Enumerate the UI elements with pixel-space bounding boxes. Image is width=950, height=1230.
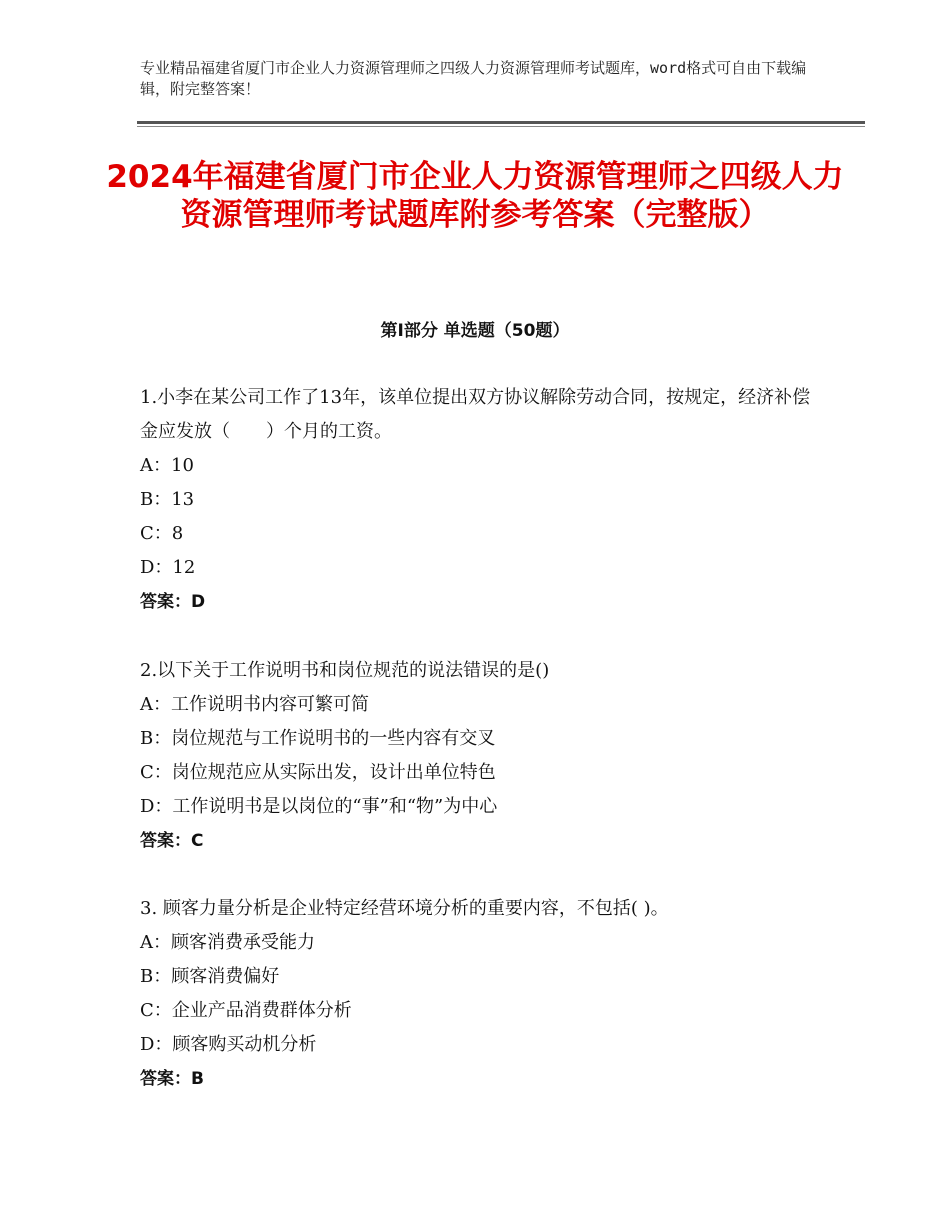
header-note: 专业精品福建省厦门市企业人力资源管理师之四级人力资源管理师考试题库，word格式可自由下载编辑，附完整答案！ xyxy=(140,59,807,98)
question-stem: 1.小李在某公司工作了13年，该单位提出双方协议解除劳动合同，按规定，经济补偿金应发放（ ）个月的工资。 xyxy=(140,387,811,442)
option-c: C：岗位规范应从实际出发，设计出单位特色 xyxy=(140,762,496,783)
question-1 xyxy=(140,381,820,619)
question-2 xyxy=(140,654,820,858)
question-3 xyxy=(140,892,820,1096)
option-a: A：工作说明书内容可繁可简 xyxy=(140,694,369,715)
option-a: A：10 xyxy=(140,455,194,476)
document-title: 2024年福建省厦门市企业人力资源管理师之四级人力资源管理师考试题库附参考答案（完整版） xyxy=(106,159,844,233)
option-c: C：企业产品消费群体分析 xyxy=(140,1000,352,1021)
option-c: C：8 xyxy=(140,523,184,544)
option-b: B：13 xyxy=(140,489,195,510)
question-stem: 2.以下关于工作说明书和岗位规范的说法错误的是() xyxy=(140,660,550,681)
option-b: B：岗位规范与工作说明书的一些内容有交叉 xyxy=(140,728,496,749)
option-b: B：顾客消费偏好 xyxy=(140,966,280,987)
option-d: D：工作说明书是以岗位的“事”和“物”为中心 xyxy=(140,796,498,817)
answer: 答案：C xyxy=(140,831,204,851)
header-divider xyxy=(137,121,865,127)
answer: 答案：D xyxy=(140,592,206,612)
question-stem: 3. 顾客力量分析是企业特定经营环境分析的重要内容，不包括( )。 xyxy=(140,898,669,919)
option-d: D：顾客购买动机分析 xyxy=(140,1034,317,1055)
option-a: A：顾客消费承受能力 xyxy=(140,932,315,953)
option-d: D：12 xyxy=(140,557,196,578)
section-heading: 第Ⅰ部分 单选题（50题） xyxy=(380,321,570,341)
answer: 答案：B xyxy=(140,1069,204,1089)
